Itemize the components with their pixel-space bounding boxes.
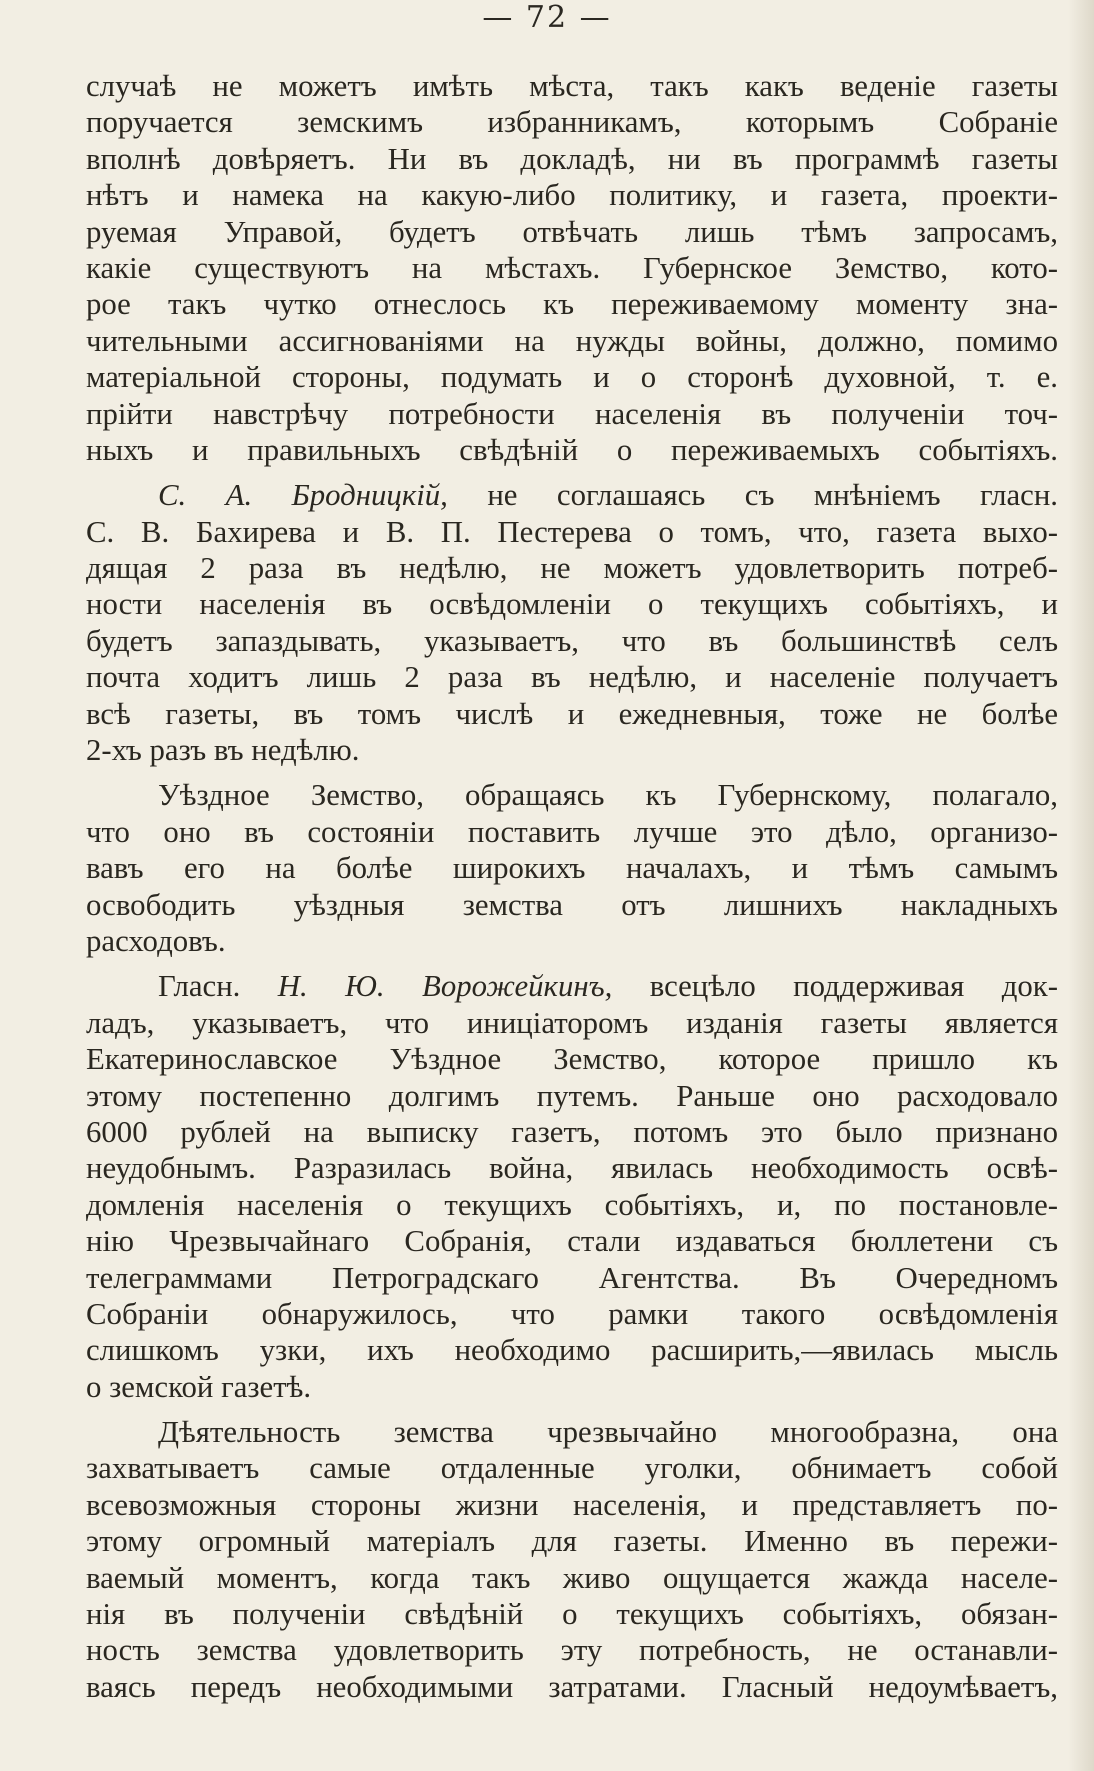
paragraph-2 (86, 477, 1058, 768)
text-line: этому постепенно долгимъ путемъ. Раньше оно расходовало (86, 1078, 1058, 1113)
text-line: о земской газетѣ. (86, 1369, 312, 1404)
text-line: расходовъ. (86, 923, 226, 958)
page-edge-shadow (1068, 0, 1094, 1771)
text-line: освободить уѣздныя земства отъ лишнихъ накладныхъ (86, 887, 1058, 922)
text-line: матеріальной стороны, подумать и о сторонѣ духовной, т. е. (86, 360, 1058, 395)
text-line: неудобнымъ. Разразилась война, явилась необходимость освѣ- (86, 1151, 1058, 1186)
text-line: случаѣ не можетъ имѣть мѣста, такъ какъ веденіе газеты (86, 69, 1058, 103)
text-line: Дѣятельность земства чрезвычайно многообразна, она (158, 1415, 1058, 1450)
text-line: этому огромный матеріалъ для газеты. Именно въ пережи- (86, 1524, 1058, 1559)
text-line: нію Чрезвычайнаго Собранія, стали издаваться бюллетени съ (86, 1224, 1058, 1259)
text-line: Екатеринославское Уѣздное Земство, которое пришло къ (86, 1042, 1058, 1077)
document-body (86, 68, 1058, 1705)
text-line: 2-хъ разъ въ недѣлю. (86, 733, 360, 768)
speaker-name: С. А. Бродницкій, (158, 478, 448, 513)
text-line: руемая Управой, будетъ отвѣчать лишь тѣмъ запросамъ, (86, 214, 1058, 249)
text-line: вавъ его на болѣе широкихъ началахъ, и тѣмъ самымъ (86, 851, 1058, 886)
text-line: нія въ полученіи свѣдѣній о текущихъ событіяхъ, обязан- (86, 1597, 1058, 1632)
text-line: ладъ, указываетъ, что иниціаторомъ изданія газеты является (86, 1005, 1058, 1040)
paragraph-4 (86, 968, 1058, 1405)
text-line: что оно въ состояніи поставить лучше это дѣло, организо- (86, 814, 1058, 849)
text-line: слишкомъ узки, ихъ необходимо расширить,—явилась мысль (86, 1333, 1058, 1368)
text-line: вполнѣ довѣряетъ. Ни въ докладѣ, ни въ программѣ газеты (86, 141, 1058, 176)
text-fragment: Гласн. (158, 969, 278, 1004)
text-line: чительными ассигнованіями на нужды войны, должно, помимо (86, 323, 1058, 358)
text-line: ности населенія въ освѣдомленіи о текущихъ событіяхъ, и (86, 587, 1058, 622)
text-line: нѣтъ и намека на какую-либо политику, и газета, проекти- (86, 178, 1058, 213)
text-line (86, 968, 1058, 1004)
text-line: захватываетъ самые отдаленные уголки, обнимаетъ собой (86, 1451, 1058, 1486)
text-line: домленія населенія о текущихъ событіяхъ, и, по постановле- (86, 1187, 1058, 1222)
text-line (86, 477, 1058, 513)
text-line: Собраніи обнаружилось, что рамки такого освѣдомленія (86, 1296, 1058, 1331)
text-line: всевозможныя стороны жизни населенія, и представляетъ по- (86, 1487, 1058, 1522)
text-line: поручается земскимъ избранникамъ, которымъ Собраніе (86, 105, 1058, 140)
text-line: ваясь передъ необходимыми затратами. Гласный недоумѣваетъ, (86, 1669, 1058, 1704)
text-line: прійти навстрѣчу потребности населенія въ полученіи точ- (86, 396, 1058, 431)
text-fragment: всецѣло поддерживая док- (612, 969, 1058, 1004)
speaker-name: Н. Ю. Ворожейкинъ, (277, 969, 613, 1004)
page-number: — 72 — (482, 0, 612, 35)
text-line: Уѣздное Земство, обращаясь къ Губернскому, полагало, (158, 778, 1058, 813)
text-line: всѣ газеты, въ томъ числѣ и ежедневныя, тоже не болѣе (86, 696, 1058, 731)
text-line: какіе существуютъ на мѣстахъ. Губернское Земство, кото- (86, 250, 1058, 285)
text-line: ность земства удовлетворить эту потребность, не останавли- (86, 1633, 1058, 1668)
text-fragment: не соглашаясь съ мнѣніемъ гласн. (447, 478, 1058, 513)
text-line: будетъ запаздывать, указываетъ, что въ большинствѣ селъ (86, 623, 1058, 658)
text-line: рое такъ чутко отнеслось къ переживаемому моменту зна- (86, 287, 1058, 322)
paragraph-1 (86, 68, 1058, 468)
text-line: ваемый моментъ, когда такъ живо ощущается жажда населе- (86, 1560, 1058, 1595)
paragraph-3 (86, 777, 1058, 959)
paragraph-5 (86, 1414, 1058, 1705)
text-line: С. В. Бахирева и В. П. Пестерева о томъ, что, газета выхо- (86, 514, 1058, 549)
text-line: дящая 2 раза въ недѣлю, не можетъ удовлетворить потреб- (86, 551, 1058, 586)
text-line: телеграммами Петроградскаго Агентства. Въ Очередномъ (86, 1260, 1058, 1295)
text-line: 6000 рублей на выписку газетъ, потомъ это было признано (86, 1114, 1058, 1149)
text-line: ныхъ и правильныхъ свѣдѣній о переживаемыхъ событіяхъ. (86, 432, 1058, 467)
text-line: почта ходитъ лишь 2 раза въ недѣлю, и населеніе получаетъ (86, 660, 1058, 695)
